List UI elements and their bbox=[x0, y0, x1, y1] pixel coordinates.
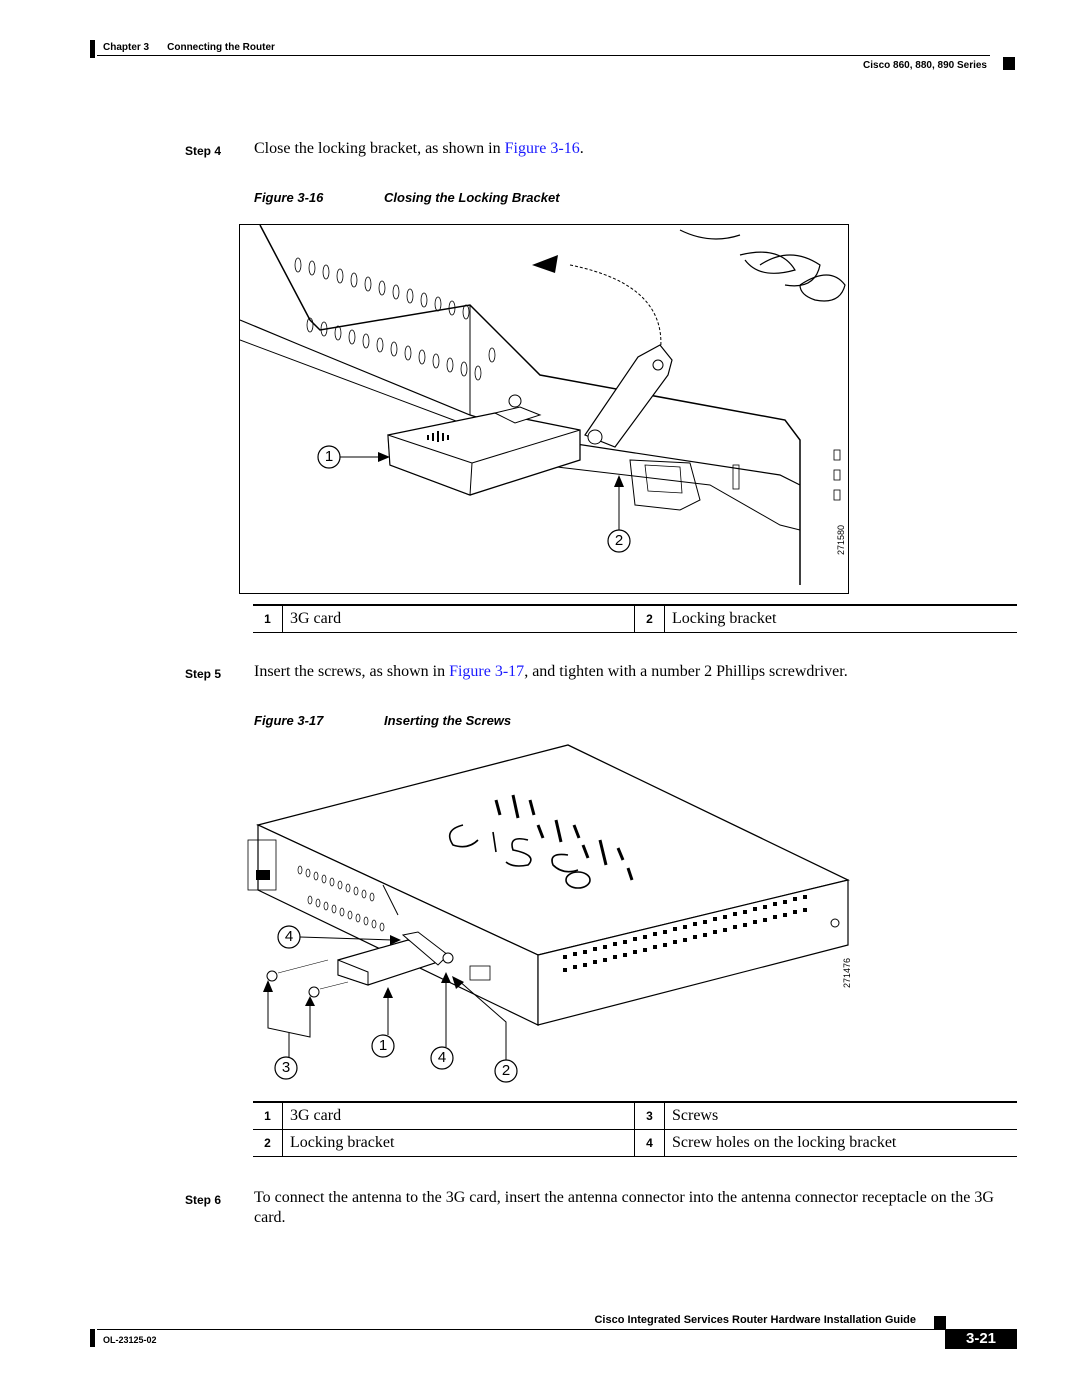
router-screws-drawing bbox=[238, 740, 858, 1090]
figure-16-caption bbox=[254, 190, 754, 206]
footer-bar bbox=[90, 1329, 95, 1347]
callout-4-upper: 4 bbox=[284, 928, 294, 945]
figure-17-illustration bbox=[238, 740, 858, 1090]
legend-text: Locking bracket bbox=[665, 605, 1018, 633]
callout-2: 2 bbox=[501, 1062, 511, 1079]
step-6-label: Step 6 bbox=[185, 1193, 222, 1207]
callout-3: 3 bbox=[281, 1059, 291, 1076]
step-5-body: Insert the screws, as shown in bbox=[254, 663, 450, 680]
figure-17-legend bbox=[253, 1101, 1017, 1157]
series-title: Cisco 860, 880, 890 Series bbox=[863, 60, 987, 71]
figure-16-legend bbox=[253, 604, 1017, 633]
art-id-271580: 271580 bbox=[836, 524, 846, 555]
callout-1: 1 bbox=[378, 1037, 388, 1054]
step-5-text bbox=[254, 662, 848, 682]
chapter-heading bbox=[103, 42, 275, 53]
header-marker bbox=[1003, 57, 1015, 70]
legend-num: 1 bbox=[253, 1102, 283, 1130]
chapter-title: Connecting the Router bbox=[167, 42, 275, 53]
header-bar bbox=[90, 40, 95, 58]
table-row bbox=[253, 605, 1017, 633]
table-row bbox=[253, 1130, 1017, 1157]
step-5-label: Step 5 bbox=[185, 667, 222, 681]
art-id-271476: 271476 bbox=[842, 957, 852, 988]
figure-17-number: Figure 3-17 bbox=[254, 713, 324, 728]
legend-num: 2 bbox=[635, 605, 665, 633]
step-5-end: , and tighten with a number 2 Phillips screwdriver. bbox=[524, 663, 848, 680]
legend-text: Screws bbox=[665, 1102, 1018, 1130]
step-4-end: . bbox=[579, 140, 584, 157]
guide-title: Cisco Integrated Services Router Hardware Installation Guide bbox=[594, 1314, 916, 1326]
figure-17-title: Inserting the Screws bbox=[384, 713, 512, 728]
figure-3-16-link[interactable]: Figure 3-16 bbox=[504, 140, 580, 157]
step-4-body: Close the locking bracket, as shown in bbox=[254, 140, 505, 157]
legend-num: 1 bbox=[253, 605, 283, 633]
step-4-text bbox=[254, 139, 584, 159]
footer-marker bbox=[934, 1316, 946, 1329]
step-4-label: Step 4 bbox=[185, 144, 222, 158]
legend-text: Screw holes on the locking bracket bbox=[665, 1130, 1018, 1157]
step-6-text: To connect the antenna to the 3G card, insert the antenna connector into the antenna connector receptacle on the 3G card. bbox=[254, 1189, 994, 1226]
legend-text: 3G card bbox=[283, 1102, 635, 1130]
legend-text: 3G card bbox=[283, 605, 635, 633]
table-row bbox=[253, 1102, 1017, 1130]
legend-num: 4 bbox=[635, 1130, 665, 1157]
doc-number: OL-23125-02 bbox=[103, 1335, 157, 1345]
page-number: 3-21 bbox=[945, 1329, 1017, 1349]
legend-num: 2 bbox=[253, 1130, 283, 1157]
figure-17-caption bbox=[254, 713, 754, 729]
chapter-label: Chapter 3 bbox=[103, 42, 150, 53]
callout-2: 2 bbox=[614, 532, 624, 549]
callout-4-lower: 4 bbox=[437, 1049, 447, 1066]
footer-rule bbox=[97, 1329, 1017, 1330]
legend-text: Locking bracket bbox=[283, 1130, 635, 1157]
figure-16-number: Figure 3-16 bbox=[254, 190, 324, 205]
legend-num: 3 bbox=[635, 1102, 665, 1130]
callout-1: 1 bbox=[324, 448, 334, 465]
header-rule bbox=[97, 55, 990, 56]
figure-3-17-link[interactable]: Figure 3-17 bbox=[449, 663, 525, 680]
router-bracket-drawing bbox=[240, 225, 848, 593]
figure-16-title: Closing the Locking Bracket bbox=[384, 190, 560, 205]
figure-16-illustration bbox=[239, 224, 849, 594]
